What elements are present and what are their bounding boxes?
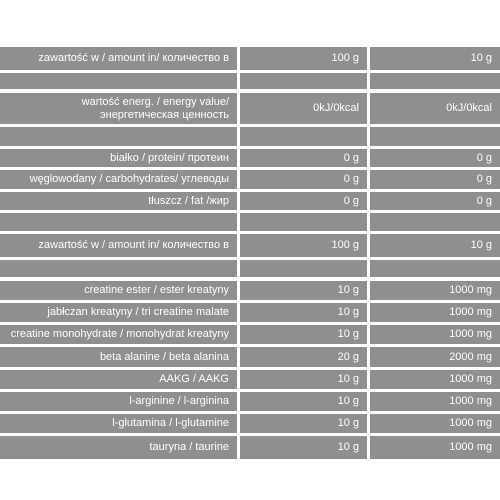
table-row [0,192,500,210]
row-label: węglowodany / carbohydrates/ углеводы [0,170,237,189]
value-per-serving: 1000 mg [370,370,500,389]
value-per-serving [370,73,500,89]
value-per-100g: 10 g [240,414,367,433]
table-row [0,73,500,89]
value-per-serving: 1000 mg [370,414,500,433]
table-row [0,170,500,189]
value-per-100g: 10 g [240,392,367,411]
row-label: beta alanine / beta alanina [0,347,237,367]
table-row [0,347,500,367]
value-per-100g: 0 g [240,149,367,167]
row-label [0,127,237,146]
row-label: zawartość w / amount in/ количество в [0,47,237,70]
value-per-serving: 1000 mg [370,392,500,411]
value-per-100g [240,260,367,277]
value-per-100g: 100 g [240,47,367,70]
value-per-serving: 1000 mg [370,303,500,322]
value-per-100g: 20 g [240,347,367,367]
value-per-serving: 0 g [370,149,500,167]
value-per-100g [240,73,367,89]
value-per-serving: 10 g [370,47,500,70]
table-row [0,127,500,146]
row-label: jabłczan kreatyny / tri creatine malate [0,303,237,322]
value-per-serving: 2000 mg [370,347,500,367]
row-label: l-arginine / l-arginina [0,392,237,411]
table-row [0,281,500,300]
row-label: wartość energ. / energy value/ энергетическая ценность [0,93,237,124]
row-label: tłuszcz / fat /жир [0,192,237,210]
row-label: l-glutamina / l-glutamine [0,414,237,433]
value-per-100g: 0kJ/0kcal [240,93,367,124]
table-row [0,436,500,459]
value-per-100g: 0 g [240,192,367,210]
table-row [0,149,500,167]
row-label: creatine ester / ester kreatyny [0,281,237,300]
value-per-100g: 10 g [240,303,367,322]
value-per-serving: 10 g [370,234,500,257]
table-row [0,213,500,231]
row-label: tauryna / taurine [0,436,237,459]
table-row [0,325,500,344]
value-per-100g: 100 g [240,234,367,257]
row-label: zawartość w / amount in/ количество в [0,234,237,257]
table-row [0,47,500,70]
row-label: AAKG / AAKG [0,370,237,389]
value-per-serving: 1000 mg [370,436,500,459]
value-per-serving: 0 g [370,170,500,189]
table-row [0,234,500,257]
table-row [0,414,500,433]
value-per-100g [240,127,367,146]
table-row [0,260,500,277]
row-label: creatine monohydrate / monohydrat kreatyny [0,325,237,344]
table-row [0,370,500,389]
value-per-serving: 1000 mg [370,281,500,300]
table-row [0,93,500,124]
table-row [0,303,500,322]
value-per-serving [370,213,500,231]
value-per-serving [370,260,500,277]
value-per-serving: 0kJ/0kcal [370,93,500,124]
value-per-serving [370,127,500,146]
row-label: białko / protein/ протеин [0,149,237,167]
value-per-100g: 10 g [240,281,367,300]
value-per-100g: 10 g [240,370,367,389]
nutrition-table [0,47,500,459]
value-per-serving: 1000 mg [370,325,500,344]
value-per-100g: 0 g [240,170,367,189]
value-per-100g: 10 g [240,325,367,344]
row-label [0,213,237,231]
row-label [0,260,237,277]
value-per-serving: 0 g [370,192,500,210]
table-row [0,392,500,411]
row-label [0,73,237,89]
value-per-100g: 10 g [240,436,367,459]
value-per-100g [240,213,367,231]
